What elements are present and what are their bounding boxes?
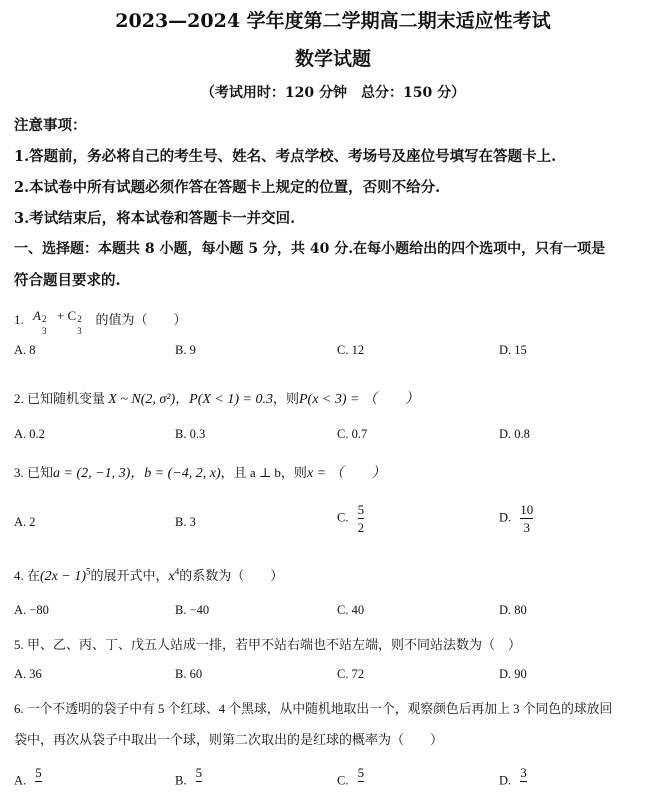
q4-term-exponent: 4 <box>174 566 180 577</box>
q2-option-a[interactable]: A. 0.2 <box>14 427 45 441</box>
question-text: 一个不透明的袋子中有 5 个红球、4 个黑球，从中随机地取出一个，观察颜色后再加上 3 个同色的球放回 <box>26 702 613 716</box>
question-number: 1. <box>14 312 24 327</box>
question-text: 已知 <box>27 465 54 480</box>
q3-option-c-fraction: $\frac{5}{2}$ <box>357 502 365 535</box>
q6-option-c[interactable]: C. 5 <box>337 765 364 798</box>
question-text: 的值为（ ） <box>95 312 187 327</box>
q2-option-b[interactable]: B. 0.3 <box>175 427 206 441</box>
q1-option-b[interactable]: B. 9 <box>175 343 196 357</box>
q6-option-c-fraction: 5 <box>357 765 365 780</box>
question-5 <box>14 634 521 653</box>
q6-option-b[interactable]: B. 5 <box>175 765 202 798</box>
question-number: 2. <box>14 391 24 406</box>
question-number: 5. <box>14 637 24 652</box>
q3-vector-b: b = (−4, 2, x) <box>144 466 221 481</box>
q3-condition: ，且 a ⊥ b <box>220 465 281 480</box>
question-1 <box>14 308 187 336</box>
q4-option-c[interactable]: C. 40 <box>337 603 365 617</box>
question-text: ，则 <box>272 391 299 406</box>
exam-subject: 数学试题 <box>294 48 371 70</box>
q4-exponent: 5 <box>86 566 91 577</box>
question-3 <box>14 462 386 482</box>
exam-title: 2023—2024 学年度第二学期高二期末适应性考试 <box>115 10 551 32</box>
q5-option-c[interactable]: C. 72 <box>337 667 365 681</box>
q6-option-d-fraction: 3 <box>520 765 527 780</box>
question-text: 的展开式中， <box>90 568 169 583</box>
q3-option-d[interactable]: D. $\frac{10}{3}$ <box>499 502 534 535</box>
question-text: 甲、乙、丙、丁、戊五人站成一排，若甲不站右端也不站左端，则不同站法数为（ ） <box>27 637 522 652</box>
q3-option-b[interactable]: B. 3 <box>175 515 196 529</box>
q4-option-b[interactable]: B. −40 <box>175 603 210 617</box>
q4-option-d[interactable]: D. 80 <box>499 603 527 617</box>
question-6-line1 <box>14 698 612 717</box>
q2-math-2: P(x < 3) = （ ） <box>299 392 419 407</box>
notice-item-2: 2.本试卷中所有试题必须作答在答题卡上规定的位置，否则不给分. <box>14 179 441 196</box>
notice-item-1: 1.答题前，务必将自己的考生号、姓名、考点学校、考场号及座位号填写在答题卡上. <box>14 148 557 165</box>
q5-option-b[interactable]: B. 60 <box>175 667 203 681</box>
notice-item-3: 3.考试结束后，将本试卷和答题卡一并交回. <box>14 210 296 227</box>
q6-option-b-fraction: 5 <box>195 765 203 780</box>
q2-option-c[interactable]: C. 0.7 <box>337 427 368 441</box>
q1-option-a[interactable]: A. 8 <box>14 343 36 357</box>
q4-option-a[interactable]: A. −80 <box>14 603 49 617</box>
q3-vector-a: a = (2, −1, 3)， <box>53 466 145 481</box>
q6-option-a-fraction: 5 <box>35 765 42 780</box>
question-number: 3. <box>14 465 24 480</box>
q1-option-c[interactable]: C. 12 <box>337 343 365 357</box>
q3-unknown: x = （ ） <box>306 466 386 481</box>
q4-term: x <box>168 569 175 584</box>
q5-option-a[interactable]: A. 36 <box>14 667 42 681</box>
q3-option-a[interactable]: A. 2 <box>14 515 36 529</box>
question-text: 的系数为（ ） <box>179 568 284 583</box>
question-text: ，则 <box>280 465 307 480</box>
q6-option-a[interactable]: A. 5 <box>14 765 42 798</box>
q5-option-d[interactable]: D. 90 <box>499 667 527 681</box>
question-6-line2: 袋中，再次从袋子中取出一个球，则第二次取出的是红球的概率为（ ） <box>14 732 444 747</box>
notice-heading: 注意事项： <box>14 117 87 134</box>
question-number: 6. <box>14 702 24 716</box>
question-2 <box>14 388 419 408</box>
q1-option-d[interactable]: D. 15 <box>499 343 527 357</box>
q6-option-d[interactable]: D. 3 <box>499 765 527 798</box>
exam-meta: （考试用时：120 分钟 总分：150 分） <box>200 85 466 101</box>
q2-option-d[interactable]: D. 0.8 <box>499 427 530 441</box>
q4-binomial: (2x − 1) <box>40 569 87 584</box>
q3-option-d-fraction: $\frac{10}{3}$ <box>520 502 534 535</box>
question-text: 已知随机变量 <box>27 391 106 406</box>
q2-math: X ~ N(2, σ²)，P(X < 1) = 0.3 <box>108 392 273 407</box>
q3-option-c[interactable]: C. $\frac{5}{2}$ <box>337 502 365 535</box>
q1-math: A 2 3 + C 2 3 <box>33 308 82 336</box>
question-text: 在 <box>27 568 41 583</box>
question-4 <box>14 565 283 585</box>
section-heading-line1: 一、选择题：本题共 8 小题，每小题 5 分，共 40 分.在每小题给出的四个选项中，只有一项是 <box>14 241 606 257</box>
question-number: 4. <box>14 568 24 583</box>
section-heading-line2: 符合题目要求的. <box>14 272 121 289</box>
